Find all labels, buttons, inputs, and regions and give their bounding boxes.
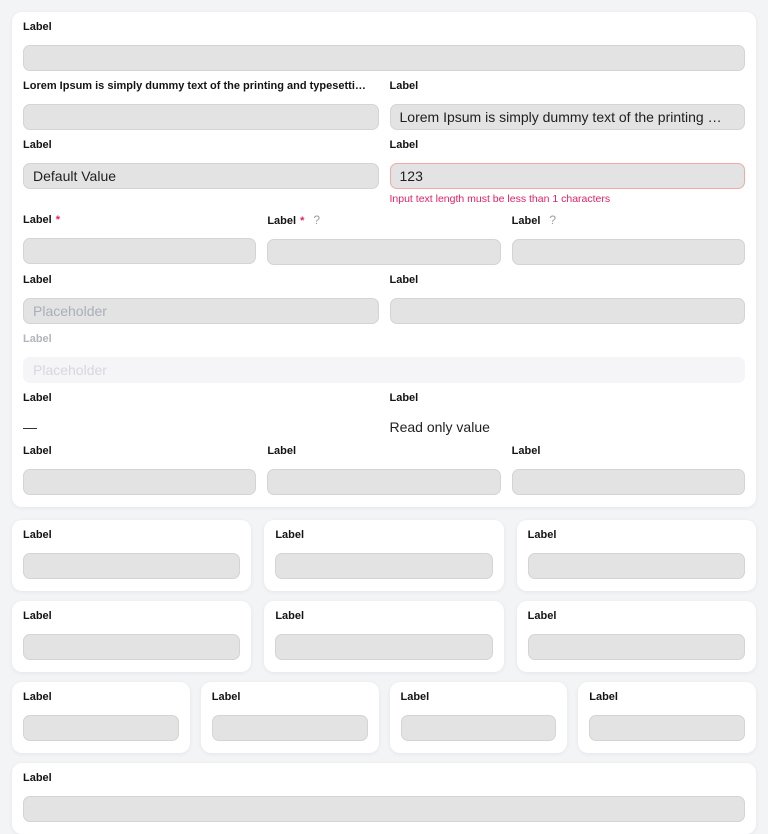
field-card — [12, 601, 251, 672]
error-message: Input text length must be less than 1 characters — [389, 193, 611, 205]
form-row — [23, 274, 745, 324]
form-field — [390, 80, 746, 130]
field-label: Label — [389, 139, 419, 151]
field-label: Label — [23, 274, 52, 286]
field-label: Label — [275, 529, 305, 541]
field-label: Label * — [23, 214, 61, 226]
form-field — [512, 214, 745, 265]
field-label: Label — [23, 392, 52, 404]
field-card — [201, 682, 379, 753]
text-input[interactable] — [23, 238, 256, 264]
field-label: Label — [23, 610, 52, 622]
form-field-error — [390, 139, 746, 205]
text-input[interactable] — [275, 553, 492, 579]
form-row — [23, 80, 745, 130]
text-input[interactable] — [528, 634, 745, 660]
form-row — [23, 333, 745, 383]
text-input[interactable] — [267, 469, 500, 495]
text-input[interactable] — [512, 239, 745, 265]
field-card — [390, 682, 568, 753]
readonly-value: — — [23, 419, 37, 435]
help-icon[interactable]: ? — [549, 214, 557, 227]
card-row — [12, 520, 756, 591]
form-row — [23, 21, 745, 71]
field-label: Label — [23, 691, 52, 703]
text-input[interactable] — [512, 469, 745, 495]
text-input[interactable] — [23, 163, 379, 189]
text-input[interactable] — [401, 715, 557, 741]
form-field — [23, 21, 745, 71]
text-input[interactable] — [267, 239, 500, 265]
form-row — [23, 214, 745, 265]
field-label: Label — [389, 392, 419, 404]
field-label: Label — [267, 445, 297, 457]
form-row — [23, 392, 745, 436]
form-field — [512, 445, 745, 495]
text-input-error[interactable] — [390, 163, 746, 189]
field-label: Label * ? — [267, 214, 321, 227]
field-card — [12, 682, 190, 753]
field-label: Label — [23, 333, 52, 345]
text-input[interactable] — [23, 553, 240, 579]
field-label: Label — [275, 610, 305, 622]
field-label: Label — [23, 139, 52, 151]
required-asterisk: * — [300, 215, 305, 227]
field-card — [12, 763, 756, 834]
text-input[interactable] — [390, 104, 746, 130]
readonly-value: Read only value — [389, 419, 490, 435]
field-label: Label ? — [511, 214, 557, 227]
card-row — [12, 763, 756, 834]
text-input[interactable] — [23, 104, 379, 130]
field-label: Label — [527, 610, 557, 622]
field-label: Label — [23, 772, 52, 784]
text-input[interactable] — [23, 298, 379, 324]
text-input[interactable] — [212, 715, 368, 741]
form-field — [23, 274, 379, 324]
form-field-disabled — [23, 333, 745, 383]
field-label: Label — [527, 529, 557, 541]
field-label: Label — [389, 274, 419, 286]
field-label: Lorem Ipsum is simply dummy text of the printing and typesetti… — [23, 80, 366, 92]
form-field-readonly — [23, 392, 379, 436]
form-card — [12, 12, 756, 507]
field-card — [264, 520, 503, 591]
field-card — [517, 520, 756, 591]
text-input[interactable] — [23, 715, 179, 741]
field-label: Label — [23, 529, 52, 541]
form-field — [23, 214, 256, 265]
text-input[interactable] — [23, 634, 240, 660]
text-input[interactable] — [390, 298, 746, 324]
required-asterisk: * — [55, 214, 61, 226]
field-card — [517, 601, 756, 672]
help-icon[interactable]: ? — [313, 214, 321, 227]
form-field — [390, 274, 746, 324]
card-row — [12, 601, 756, 672]
form-row — [23, 139, 745, 205]
field-label: Label — [389, 80, 419, 92]
form-field — [23, 80, 379, 130]
field-label: Label — [400, 691, 430, 703]
field-label: Label — [511, 445, 541, 457]
text-input[interactable] — [23, 469, 256, 495]
field-label: Label — [23, 21, 52, 33]
text-input[interactable] — [528, 553, 745, 579]
text-input-disabled — [23, 357, 745, 383]
field-card — [578, 682, 756, 753]
field-card — [264, 601, 503, 672]
text-input[interactable] — [589, 715, 745, 741]
text-input[interactable] — [275, 634, 492, 660]
form-row — [23, 445, 745, 495]
card-row — [12, 682, 756, 753]
form-field — [267, 214, 500, 265]
text-input[interactable] — [23, 796, 745, 822]
field-label: Label — [211, 691, 241, 703]
form-field — [267, 445, 500, 495]
text-input[interactable] — [23, 45, 745, 71]
form-field-readonly — [390, 392, 746, 436]
form-field — [23, 139, 379, 205]
field-card — [12, 520, 251, 591]
field-label: Label — [23, 445, 52, 457]
form-field — [23, 445, 256, 495]
field-label: Label — [589, 691, 618, 703]
